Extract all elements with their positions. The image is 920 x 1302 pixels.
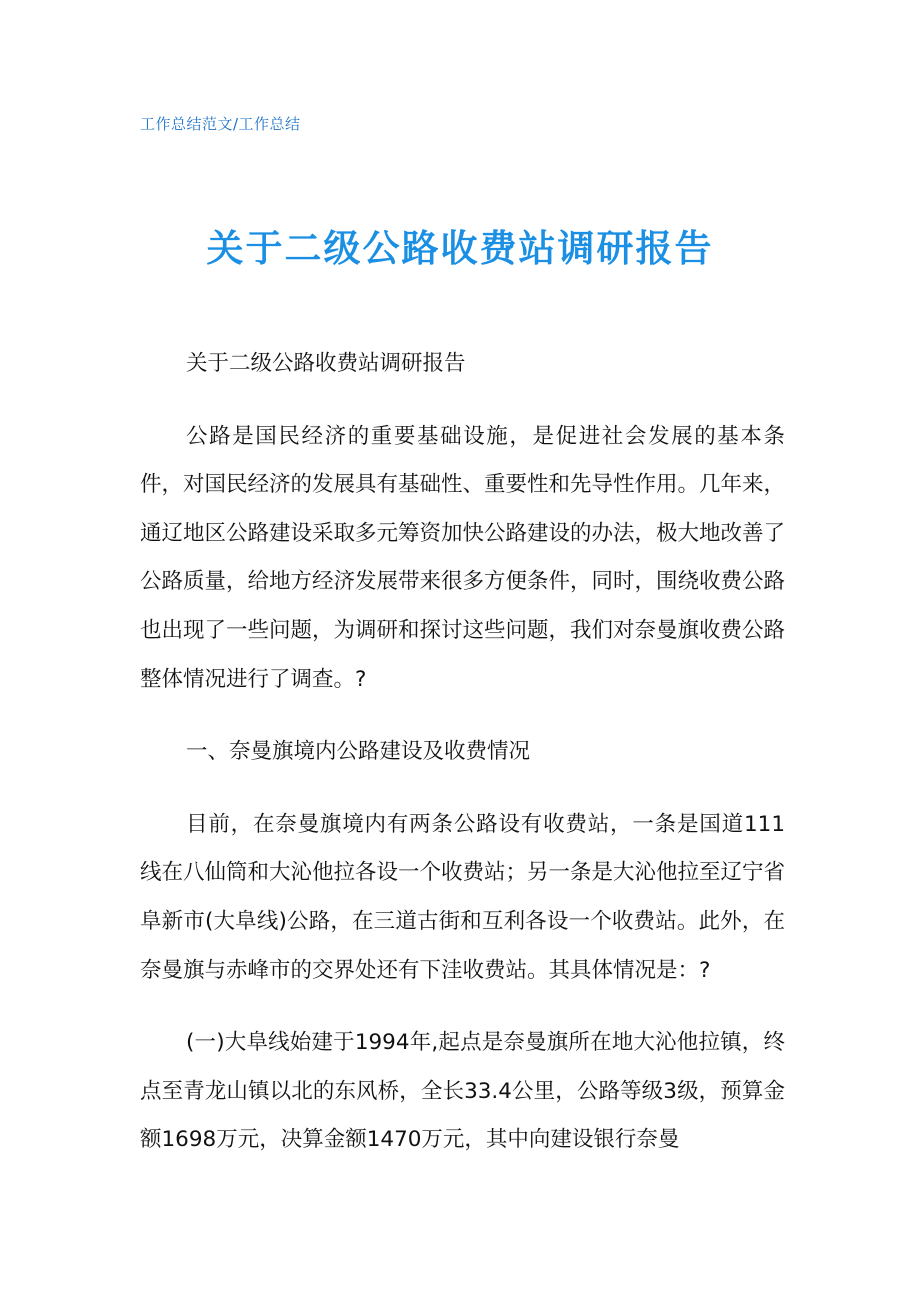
document-title: 关于二级公路收费站调研报告	[206, 227, 714, 270]
breadcrumb[interactable]: 工作总结范文/工作总结	[140, 115, 301, 133]
overview-paragraph: 目前，在奈曼旗境内有两条公路设有收费站，一条是国道111线在八仙筒和大沁他拉各设一个收费站；另一条是大沁他拉至辽宁省阜新市(大阜线)公路，在三道古街和互利各设一个收费站。此外，在奈曼旗与赤峰市的交界处还有下洼收费站。其具体情况是：?	[140, 811, 786, 983]
section-heading: 一、奈曼旗境内公路建设及收费情况	[186, 739, 531, 765]
document-body	[140, 340, 785, 1189]
detail-paragraph: (一)大阜线始建于1994年,起点是奈曼旗所在地大沁他拉镇，终点至青龙山镇以北的东风桥，全长33.4公里，公路等级3级，预算金额1698万元，决算金额1470万元，其中向建设银行奈曼	[140, 1030, 785, 1153]
intro-paragraph: 公路是国民经济的重要基础设施，是促进社会发展的基本条件，对国民经济的发展具有基础性、重要性和先导性作用。几年来，通辽地区公路建设采取多元筹资加快公路建设的办法，极大地改善了公路质量，给地方经济发展带来很多方便条件，同时，围绕收费公路也出现了一些问题，为调研和探讨这些问题，我们对奈曼旗收费公路整体情况进行了调查。?	[140, 423, 786, 692]
subtitle-paragraph: 关于二级公路收费站调研报告	[186, 351, 466, 376]
